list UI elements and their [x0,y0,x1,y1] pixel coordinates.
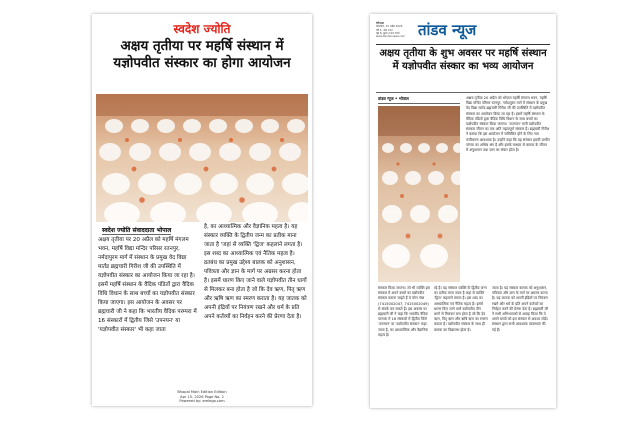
left-newspaper-clipping [92,14,312,406]
left-byline: स्वदेश ज्योति संवाददाता भोपाल [102,227,172,234]
left-headline: अक्षय तृतीया पर महर्षि संस्थान में यज्ञोपवीत संस्कार का होगा आयोजन [113,38,291,71]
right-article-bottom-column-2: रहे हैं। यह संस्कार व्यक्ति के द्वितीय जन्म का प्रतीक माना जाता है जहां से व्यक्ति 'द्विज' कहलाने लगता है। इस शब्द का आध्यात्मिक एवं नैतिक महत्व है। इसमें धारण किए जाने वाले यज्ञोपवीत तीन धागों से मिलकर बना होता है जो कि देव ऋण, पितृ ऋण और ऋषि ऋण का स्मरण कराता है। यज्ञोपवीत संस्कार के साथ ही बालक का विद्यारम्भ होता है। [434,286,488,332]
headline-divider [376,92,550,93]
paper-city: भोपाल [376,21,384,25]
edition-name: Bhopal Main Edition Edition [177,390,227,394]
paper-website: www.tandavnews.com [376,35,406,39]
right-paper-info [376,22,410,38]
left-masthead: स्वदेश ज्योति [173,22,231,36]
left-article-column-1: अक्षय तृतीया पर 20 अप्रैल को महर्षि मंगलम भवन, महर्षि विद्या मन्दिर परिसर रतनपुर, नर्मदापुरम मार्ग में संस्थान के प्रमुख वेद विद्या मार्तंड ब्रह्मचारी गिरीश जी की उपस्थिति में यज्ञोपवीत संस्कार का आयोजन किया जा रहा है। इसमें महर्षि संस्थान के वैदिक पंडितों द्वारा वैदिक विधि विधान के साथ बच्चों का यज्ञोपवीत संस्कार किया जाएगा। इस आयोजन के अवसर पर ब्रह्मचारी जी ने कहा कि भारतीय वैदिक परम्परा में 16 संस्कारों में द्वितीय जिसे 'उपनयन' या 'यज्ञोपवीत संस्कार' भी कहा जाता [98,237,197,333]
masthead-divider [376,44,550,45]
right-newspaper-clipping [370,14,556,408]
paper-price: पृष्ठ 8, मूल्य 2.00 रुपये [376,31,400,35]
right-article-column-1: अक्षय तृतीया 20 अप्रैल को भोपाल महर्षि मंगलम भवन, महर्षि विद्या मन्दिर परिसर रतनपुर, नर्मदापुरम मार्ग में संस्थान के प्रमुख वेद विद्या मार्तंड ब्रह्मचारी गिरीश जी की उपस्थिति में यज्ञोपवीत संस्कार का आयोजन किया जा रहा है। इसमें महर्षि संस्थान के वैदिक पंडितों द्वारा वैदिक विधि विधान के साथ बच्चों का यज्ञोपवीत संस्कार किया जाएगा। 'उपनयन' यानी यज्ञोपवीत संस्कार जीवन का एक अति महत्वपूर्ण संस्कार है। ब्रह्मचारी गिरीश ने बताया कि इस आयोजन में सम्मिलित होने के लिए नाम पंजीकरण आवश्यक है। उन्होंने कहा कि यह संस्कार हमारी प्राचीन परंपरा का अभिन्न अंग है और इसके माध्यम से बालक के जीवन में अनुशासन तथा ज्ञान का संचार होता है। [466,96,550,153]
right-ceremony-photo [378,106,460,282]
byline-divider [378,103,460,104]
paper-date: मंगलवार, 15 अप्रैल 2026 [376,25,403,29]
right-headline: अक्षय तृतीया के शुभ अवसर पर महर्षि संस्थान में यज्ञोपवीत संस्कार का भव्य आयोजन [379,48,547,72]
right-masthead: तांडव न्यूज [418,21,477,39]
left-edition-footer [92,390,312,404]
edition-powered-by: Powered by: erelego.com [179,399,225,403]
paper-volume: वर्ष 5, अंक 152 [376,28,393,32]
left-article-column-2: है, का आध्यात्मिक और वैज्ञानिक महत्व है। यह संस्कार व्यक्ति के द्वितीय जन्म का प्रतीक माना जाता है 'जहां से व्यक्ति 'द्विज' कहलाने लगता है। इस शब्द का आध्यात्मिक एवं नैतिक महत्व है। व्रतबंध का प्रमुख उद्देश्य बालक को अनुशासन, पवित्रता और ज्ञान के मार्ग पर अग्रसर करना होता है। इसमें धारण किए जाने वाले यज्ञोपवीत तीन धागों से मिलकर बना होता है जो कि देव ऋण, पितृ ऋण और ऋषि ऋण का स्मरण कराता है। यह जातक को अपनी इंद्रियों पर नियंत्रण रखने और धर्म के प्रति अपने कर्तव्यों का निर्वहन करने की प्रेरणा देता है। [204,224,307,320]
right-article-bottom-column-3: जाता है। यह संस्कार बालक को अनुशासन, पवित्रता और ज्ञान के मार्ग पर अग्रसर करता है। यह जातक को अपनी इंद्रियों पर नियंत्रण रखने और धर्म के प्रति अपने कर्तव्यों का निर्वहन करने की प्रेरणा देता है। ब्रह्मचारी जी ने सभी अभिभावकों से आग्रह किया कि वे अपने बच्चों को इस संस्कार से अवश्य जोड़ें। संस्थान द्वारा सभी आवश्यक व्यवस्थाएं की गई हैं। [492,286,549,332]
right-article-bottom-column-1: संस्कार किया जाएगा। जो भी व्यक्ति इस संस्कार में अपने बच्चों का यज्ञोपवीत संस्कार कराना चाहते हैं वे फोन नंबर (7415002047, 7415002049) से संपर्क कर सकते हैं। इस अवसर पर ब्रह्मचारी जी ने कहा कि भारतीय वैदिक परम्परा में 16 संस्कारों में द्वितीय जिसे 'उपनयन' या 'यज्ञोपवीत संस्कार' कहा जाता है, का आध्यात्मिक और वैज्ञानिक महत्व है। [378,286,430,337]
edition-date: Apr 15, 2026 Page No. 2 [180,394,224,399]
right-byline: तांडव न्यूज • भोपाल [378,96,409,101]
left-ceremony-photo [96,94,308,222]
